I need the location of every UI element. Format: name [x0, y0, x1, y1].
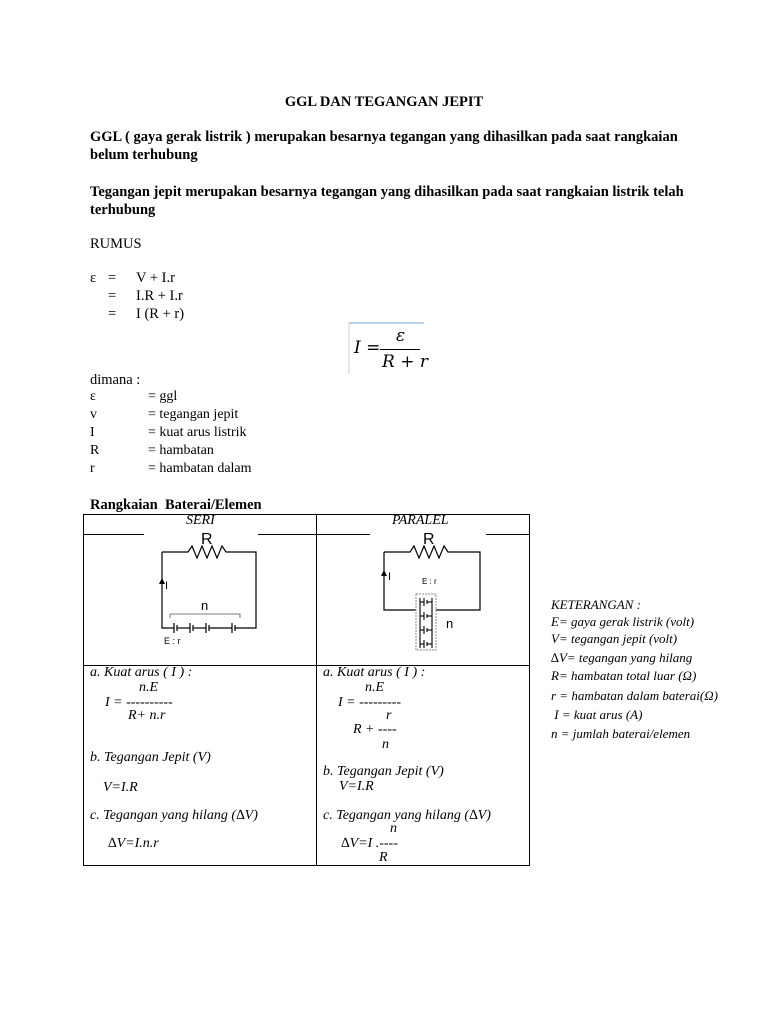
fraction-numerator: ε — [396, 326, 406, 346]
keterangan-item: V= tegangan jepit (volt) — [551, 631, 678, 646]
formula-eq: = — [108, 270, 117, 286]
paralel-a-den2: R + ---- — [353, 722, 397, 737]
definition-symbol: R — [90, 443, 100, 458]
formula-rhs: I.R + I.r — [136, 288, 183, 304]
seri-c-label: c. Tegangan yang hilang (∆V) — [90, 808, 258, 823]
paralel-n-label: n — [446, 616, 454, 631]
paralel-c-line: ∆V=I .---- — [341, 836, 398, 851]
formula-eq: = — [108, 306, 117, 322]
paralel-c-label: c. Tegangan yang hilang (∆V) — [323, 808, 491, 823]
paralel-a-den1: r — [386, 708, 392, 723]
keterangan-item: n = jumlah baterai/elemen — [551, 726, 691, 741]
formula-rhs: V + I.r — [136, 270, 175, 286]
keterangan-item: I = kuat arus (A) — [551, 707, 643, 722]
formula-eq: = — [108, 288, 117, 304]
paralel-resistor-label: R — [423, 531, 435, 548]
keterangan-item: r = hambatan dalam baterai(Ω) — [551, 688, 718, 703]
paralel-current-label: I — [388, 571, 392, 583]
header-divider — [486, 534, 529, 535]
paralel-c-denominator: R — [379, 850, 388, 865]
ggl-definition: GGL ( gaya gerak listrik ) merupakan besarnya tegangan yang dihasilkan pada saat rangkaian belum terhubung — [90, 129, 678, 163]
fraction-lhs: I = — [354, 338, 381, 358]
fraction-formula — [348, 322, 428, 374]
header-divider — [317, 534, 370, 535]
paralel-a-den3: n — [382, 737, 389, 752]
definition-symbol: ε — [90, 389, 96, 404]
definition-desc: = kuat arus listrik — [148, 425, 247, 440]
seri-b-label: b. Tegangan Jepit (V) — [90, 750, 211, 765]
seri-resistor-label: R — [201, 531, 213, 548]
paralel-circuit-diagram — [376, 528, 486, 656]
seri-header: SERI — [186, 513, 215, 528]
paralel-c-numerator: n — [390, 821, 397, 836]
seri-a-label: a. Kuat arus ( I ) : — [90, 665, 193, 680]
paralel-a-label: a. Kuat arus ( I ) : — [323, 665, 426, 680]
keterangan-item: ∆V= tegangan yang hilang — [551, 650, 693, 665]
formula-lhs: ε — [90, 270, 97, 286]
seri-a-line: I = ---------- — [105, 695, 173, 710]
paralel-b-formula: V=I.R — [339, 779, 374, 794]
definition-desc: = hambatan — [148, 443, 214, 458]
fraction-bar — [380, 349, 420, 350]
seri-er-label: E : r — [164, 636, 181, 646]
dimana-label: dimana : — [90, 372, 141, 388]
seri-n-label: n — [201, 598, 209, 613]
seri-circuit-diagram — [150, 528, 262, 652]
tegangan-jepit-definition: Tegangan jepit merupakan besarnya tegangan yang dihasilkan pada saat rangkaian listrik telah terhubung — [90, 184, 684, 218]
definition-desc: = ggl — [148, 389, 178, 404]
seri-current-label: I — [165, 580, 169, 592]
definition-desc: = hambatan dalam — [148, 461, 252, 476]
paralel-header: PARALEL — [392, 513, 449, 528]
definition-symbol: v — [90, 407, 97, 422]
seri-b-formula: V=I.R — [103, 780, 138, 795]
keterangan-item: E= gaya gerak listrik (volt) — [551, 614, 695, 629]
definition-symbol: r — [90, 461, 95, 476]
page-title: GGL DAN TEGANGAN JEPIT — [284, 94, 484, 110]
definition-symbol: I — [90, 425, 95, 440]
paralel-b-label: b. Tegangan Jepit (V) — [323, 764, 444, 779]
header-divider — [84, 534, 144, 535]
rumus-label: RUMUS — [90, 236, 142, 252]
keterangan-title: KETERANGAN : — [551, 597, 641, 612]
seri-c-formula: ∆V=I.n.r — [108, 836, 159, 851]
paralel-er-label: E : r — [422, 577, 437, 586]
fraction-denominator: R + r — [382, 352, 428, 372]
seri-a-numerator: n.E — [139, 680, 159, 695]
paralel-a-line: I = --------- — [338, 695, 402, 710]
paralel-a-numerator: n.E — [365, 680, 385, 695]
definition-desc: = tegangan jepit — [148, 407, 239, 422]
seri-a-denominator: R+ n.r — [128, 708, 166, 723]
section-title: Rangkaian Baterai/Elemen — [90, 497, 262, 513]
header-divider — [258, 534, 316, 535]
keterangan-item: R= hambatan total luar (Ω) — [551, 668, 697, 683]
formula-rhs: I (R + r) — [136, 306, 185, 322]
